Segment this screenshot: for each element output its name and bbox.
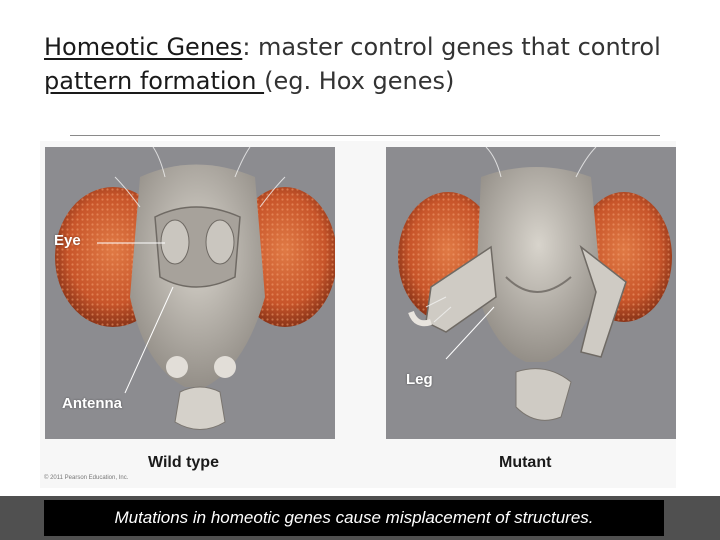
- caption-wild-type: Wild type: [148, 454, 219, 471]
- footer-caption: Mutations in homeotic genes cause misplacement of structures.: [114, 508, 594, 527]
- mutant-panel: [386, 147, 676, 439]
- label-eye: Eye: [54, 232, 81, 249]
- title-definition: : master control genes that control: [242, 33, 661, 61]
- caption-mutant: Mutant: [499, 454, 552, 471]
- title-example: (eg. Hox genes): [264, 67, 455, 95]
- copyright-notice: © 2011 Pearson Education, Inc.: [44, 475, 129, 481]
- proboscis: [175, 387, 225, 430]
- fly-head-figure: [40, 141, 676, 488]
- mutant-fly-head-image: [386, 147, 676, 439]
- title-term-homeotic-genes: Homeotic Genes: [44, 33, 243, 61]
- label-leg: Leg: [406, 371, 433, 388]
- footer-band: [0, 496, 720, 540]
- slide-title: [44, 30, 684, 98]
- title-term-pattern-formation: pattern formation: [44, 67, 265, 95]
- label-antenna: Antenna: [62, 395, 122, 412]
- footer-caption-box: [44, 500, 664, 536]
- proboscis: [516, 369, 571, 421]
- title-divider: [70, 135, 660, 136]
